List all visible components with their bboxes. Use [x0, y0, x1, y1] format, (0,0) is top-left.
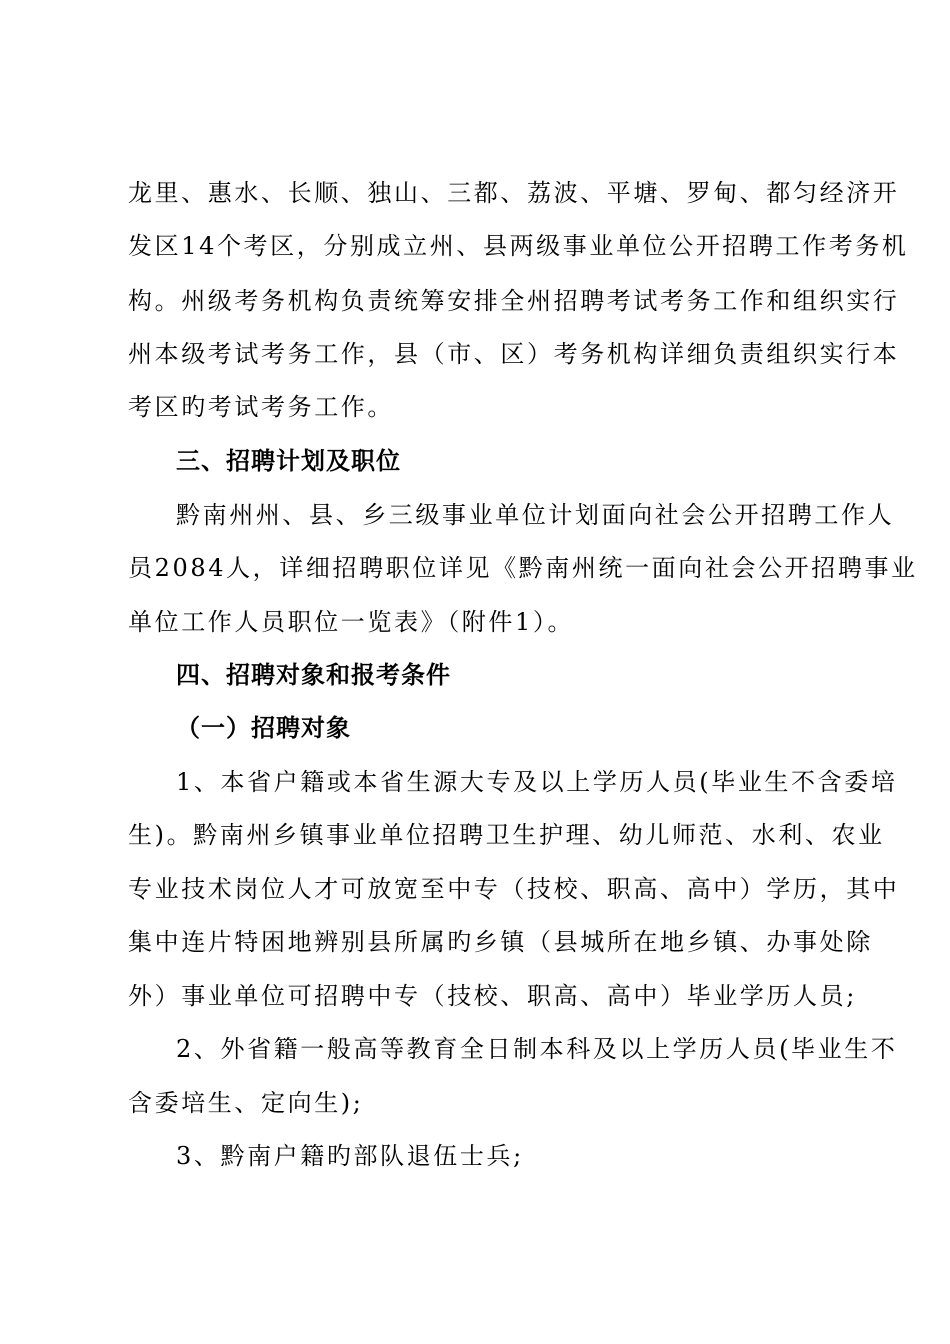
text-line-1: 龙里、惠水、长顺、独山、三都、荔波、平塘、罗甸、都匀经济开 [128, 179, 900, 207]
subsection-heading-1: （一）招聘对象 [176, 714, 351, 742]
text-line-17: 2、外省籍一般高等教育全日制本科及以上学历人员(毕业生不 [176, 1035, 898, 1063]
text-line-18: 含委培生、定向生); [128, 1089, 364, 1117]
text-line-2: 发区14个考区，分别成立州、县两级事业单位公开招聘工作考务机 [128, 232, 909, 260]
text-line-7: 黔南州州、县、乡三级事业单位计划面向社会公开招聘工作人 [176, 501, 895, 529]
text-line-14: 专业技术岗位人才可放宽至中专（技校、职高、高中）学历，其中 [128, 875, 900, 903]
text-line-5: 考区旳考试考务工作。 [128, 393, 394, 421]
text-line-16: 外）事业单位可招聘中专（技校、职高、高中）毕业学历人员; [128, 982, 857, 1010]
text-line-15: 集中连片特困地辨别县所属旳乡镇（县城所在地乡镇、办事处除 [128, 928, 873, 956]
text-line-13: 生)。黔南州乡镇事业单位招聘卫生护理、幼儿师范、水利、农业 [128, 821, 885, 849]
text-line-12: 1、本省户籍或本省生源大专及以上学历人员(毕业生不含委培 [176, 768, 898, 796]
text-line-4: 州本级考试考务工作，县（市、区）考务机构详细负责组织实行本 [128, 340, 900, 368]
text-line-9: 单位工作人员职位一览表》（附件1）。 [128, 608, 575, 636]
text-line-19: 3、黔南户籍旳部队退伍士兵; [176, 1142, 524, 1170]
section-heading-4: 四、招聘对象和报考条件 [176, 661, 451, 689]
text-line-8: 员2084人，详细招聘职位详见《黔南州统一面向社会公开招聘事业 [128, 554, 918, 582]
section-heading-3: 三、招聘计划及职位 [176, 447, 401, 475]
text-line-3: 构。州级考务机构负责统筹安排全州招聘考试考务工作和组织实行 [128, 287, 900, 315]
